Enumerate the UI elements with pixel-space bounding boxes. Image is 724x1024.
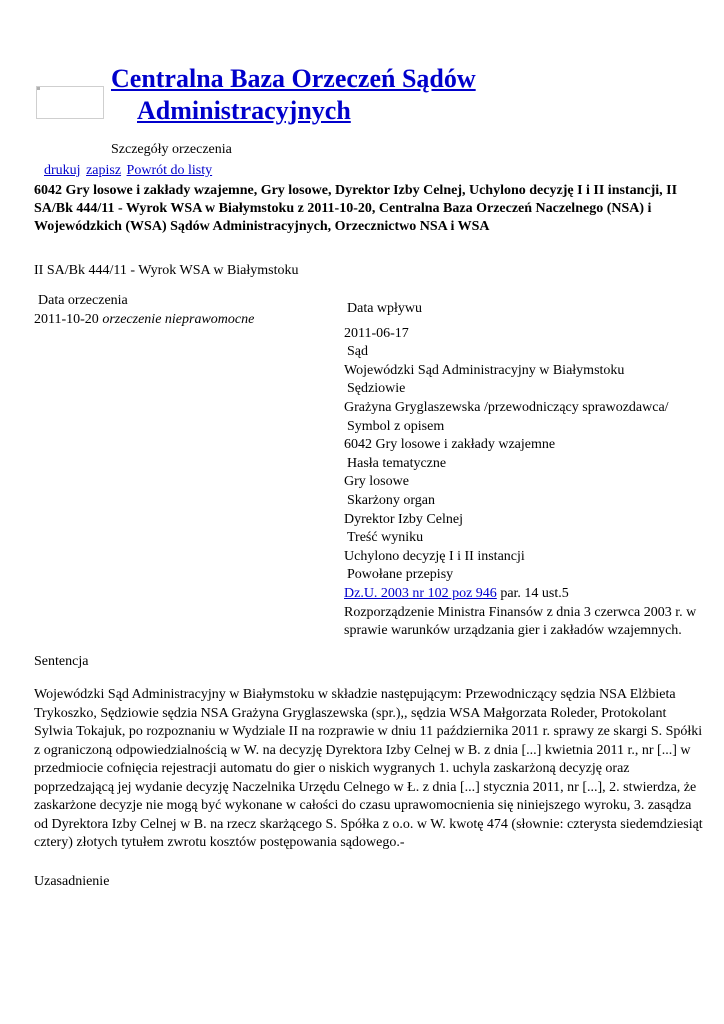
received-date-label: Data wpływu (347, 301, 423, 316)
received-date-value: 2011-06-17 (344, 325, 409, 341)
provision-link[interactable]: Dz.U. 2003 nr 102 poz 946 (344, 585, 497, 601)
judgment-date-value: 2011-10-20 (34, 311, 99, 327)
judges-value: Grażyna Gryglaszewska /przewodniczący sprawozdawca/ (344, 399, 669, 415)
uzasadnienie-label: Uzasadnienie (34, 874, 110, 889)
result-label: Treść wyniku (347, 530, 424, 546)
judgment-date-row (34, 311, 324, 330)
page-subtitle: Szczegóły orzeczenia (111, 142, 232, 157)
save-link[interactable]: zapisz (86, 163, 122, 178)
symbol-value: 6042 Gry losowe i zakłady wzajemne (344, 437, 556, 453)
details-right-column (344, 300, 704, 641)
site-title-link[interactable] (111, 63, 611, 127)
back-to-list-link[interactable]: Powrót do listy (126, 163, 213, 178)
provisions-row (344, 585, 704, 604)
result-value: Uchylono decyzję I i II instancji (344, 548, 525, 564)
court-logo-image (36, 86, 104, 119)
provision-description: Rozporządzenie Ministra Finansów z dnia 3 czerwca 2003 r. w sprawie warunków urządzania gier i zakładów wzajemnych. (344, 604, 697, 639)
sentencja-text: Wojewódzki Sąd Administracyjny w Białymstoku w składzie następującym: Przewodniczący sędzia NSA Elżbieta Trykoszko, Sędziowie sędzia NSA Grażyna Gryglaszewska (spr.),, sędzia WSA Małgorzata Roleder, Protokolant Sylwia Tokajuk, po rozpoznaniu w Wydziale II na rozprawie w dniu 11 października 2011 r. sprawy ze skargi S. Spółki z ograniczoną odpowiedzialnością w W. na decyzję Dyrektora Izby Celnej w B. z dnia [...] kwietnia 2011 r., nr [...] w przedmiocie cofnięcia rejestracji automatu do gier o niskich wygranych 1. uchyla zaskarżoną decyzję oraz poprzedzającą jej wydanie decyzję Naczelnika Urzędu Celnego w Ł. z dnia [...] stycznia 2011, nr [...], 2. stwierdza, że zaskarżone decyzje nie mogą być wykonane w całości do czasu uprawomocnienia się niniejszego wyroku, 3. zasądza od Dyrektora Izby Celnej w B. na rzecz skarżącego S. Spółka z o.o. w W. kwotę 474 (słownie: czterysta siedemdziesiąt cztery) złotych tytułem zwrotu kosztów postępowania sądowego.- (34, 687, 703, 850)
judgment-date-label: Data orzeczenia (38, 293, 128, 308)
judgment-status: orzeczenie nieprawomocne (102, 311, 255, 327)
details-left-column (34, 292, 324, 329)
provision-suffix: par. 14 ust.5 (496, 585, 569, 601)
court-value: Wojewódzki Sąd Administracyjny w Białymstoku (344, 362, 625, 378)
site-title-line2: Administracyjnych (137, 96, 351, 125)
print-link[interactable]: drukuj (44, 163, 81, 178)
keywords-label: Hasła tematyczne (347, 455, 447, 471)
symbol-label: Symbol z opisem (347, 418, 445, 434)
provisions-label: Powołane przepisy (347, 567, 454, 583)
action-links (44, 163, 214, 179)
judgment-heading: 6042 Gry losowe i zakłady wzajemne, Gry losowe, Dyrektor Izby Celnej, Uchylono decyzję I i II instancji, II SA/Bk 444/11 - Wyrok WSA w Białymstoku z 2011-10-20, Centralna Baza Orzeczeń Naczelnego (NSA) i Wojewódzkich (WSA) Sądów Administracyjnych, Orzecznictwo NSA i WSA (34, 183, 678, 234)
authority-label: Skarżony organ (347, 492, 435, 508)
site-title-line1: Centralna Baza Orzeczeń Sądów (111, 64, 476, 93)
authority-value: Dyrektor Izby Celnej (344, 511, 463, 527)
judges-label: Sędziowie (347, 381, 406, 397)
case-signature: II SA/Bk 444/11 - Wyrok WSA w Białymstoku (34, 263, 299, 278)
keywords-value: Gry losowe (344, 474, 409, 490)
sentencja-label: Sentencja (34, 654, 89, 669)
court-label: Sąd (347, 344, 368, 360)
